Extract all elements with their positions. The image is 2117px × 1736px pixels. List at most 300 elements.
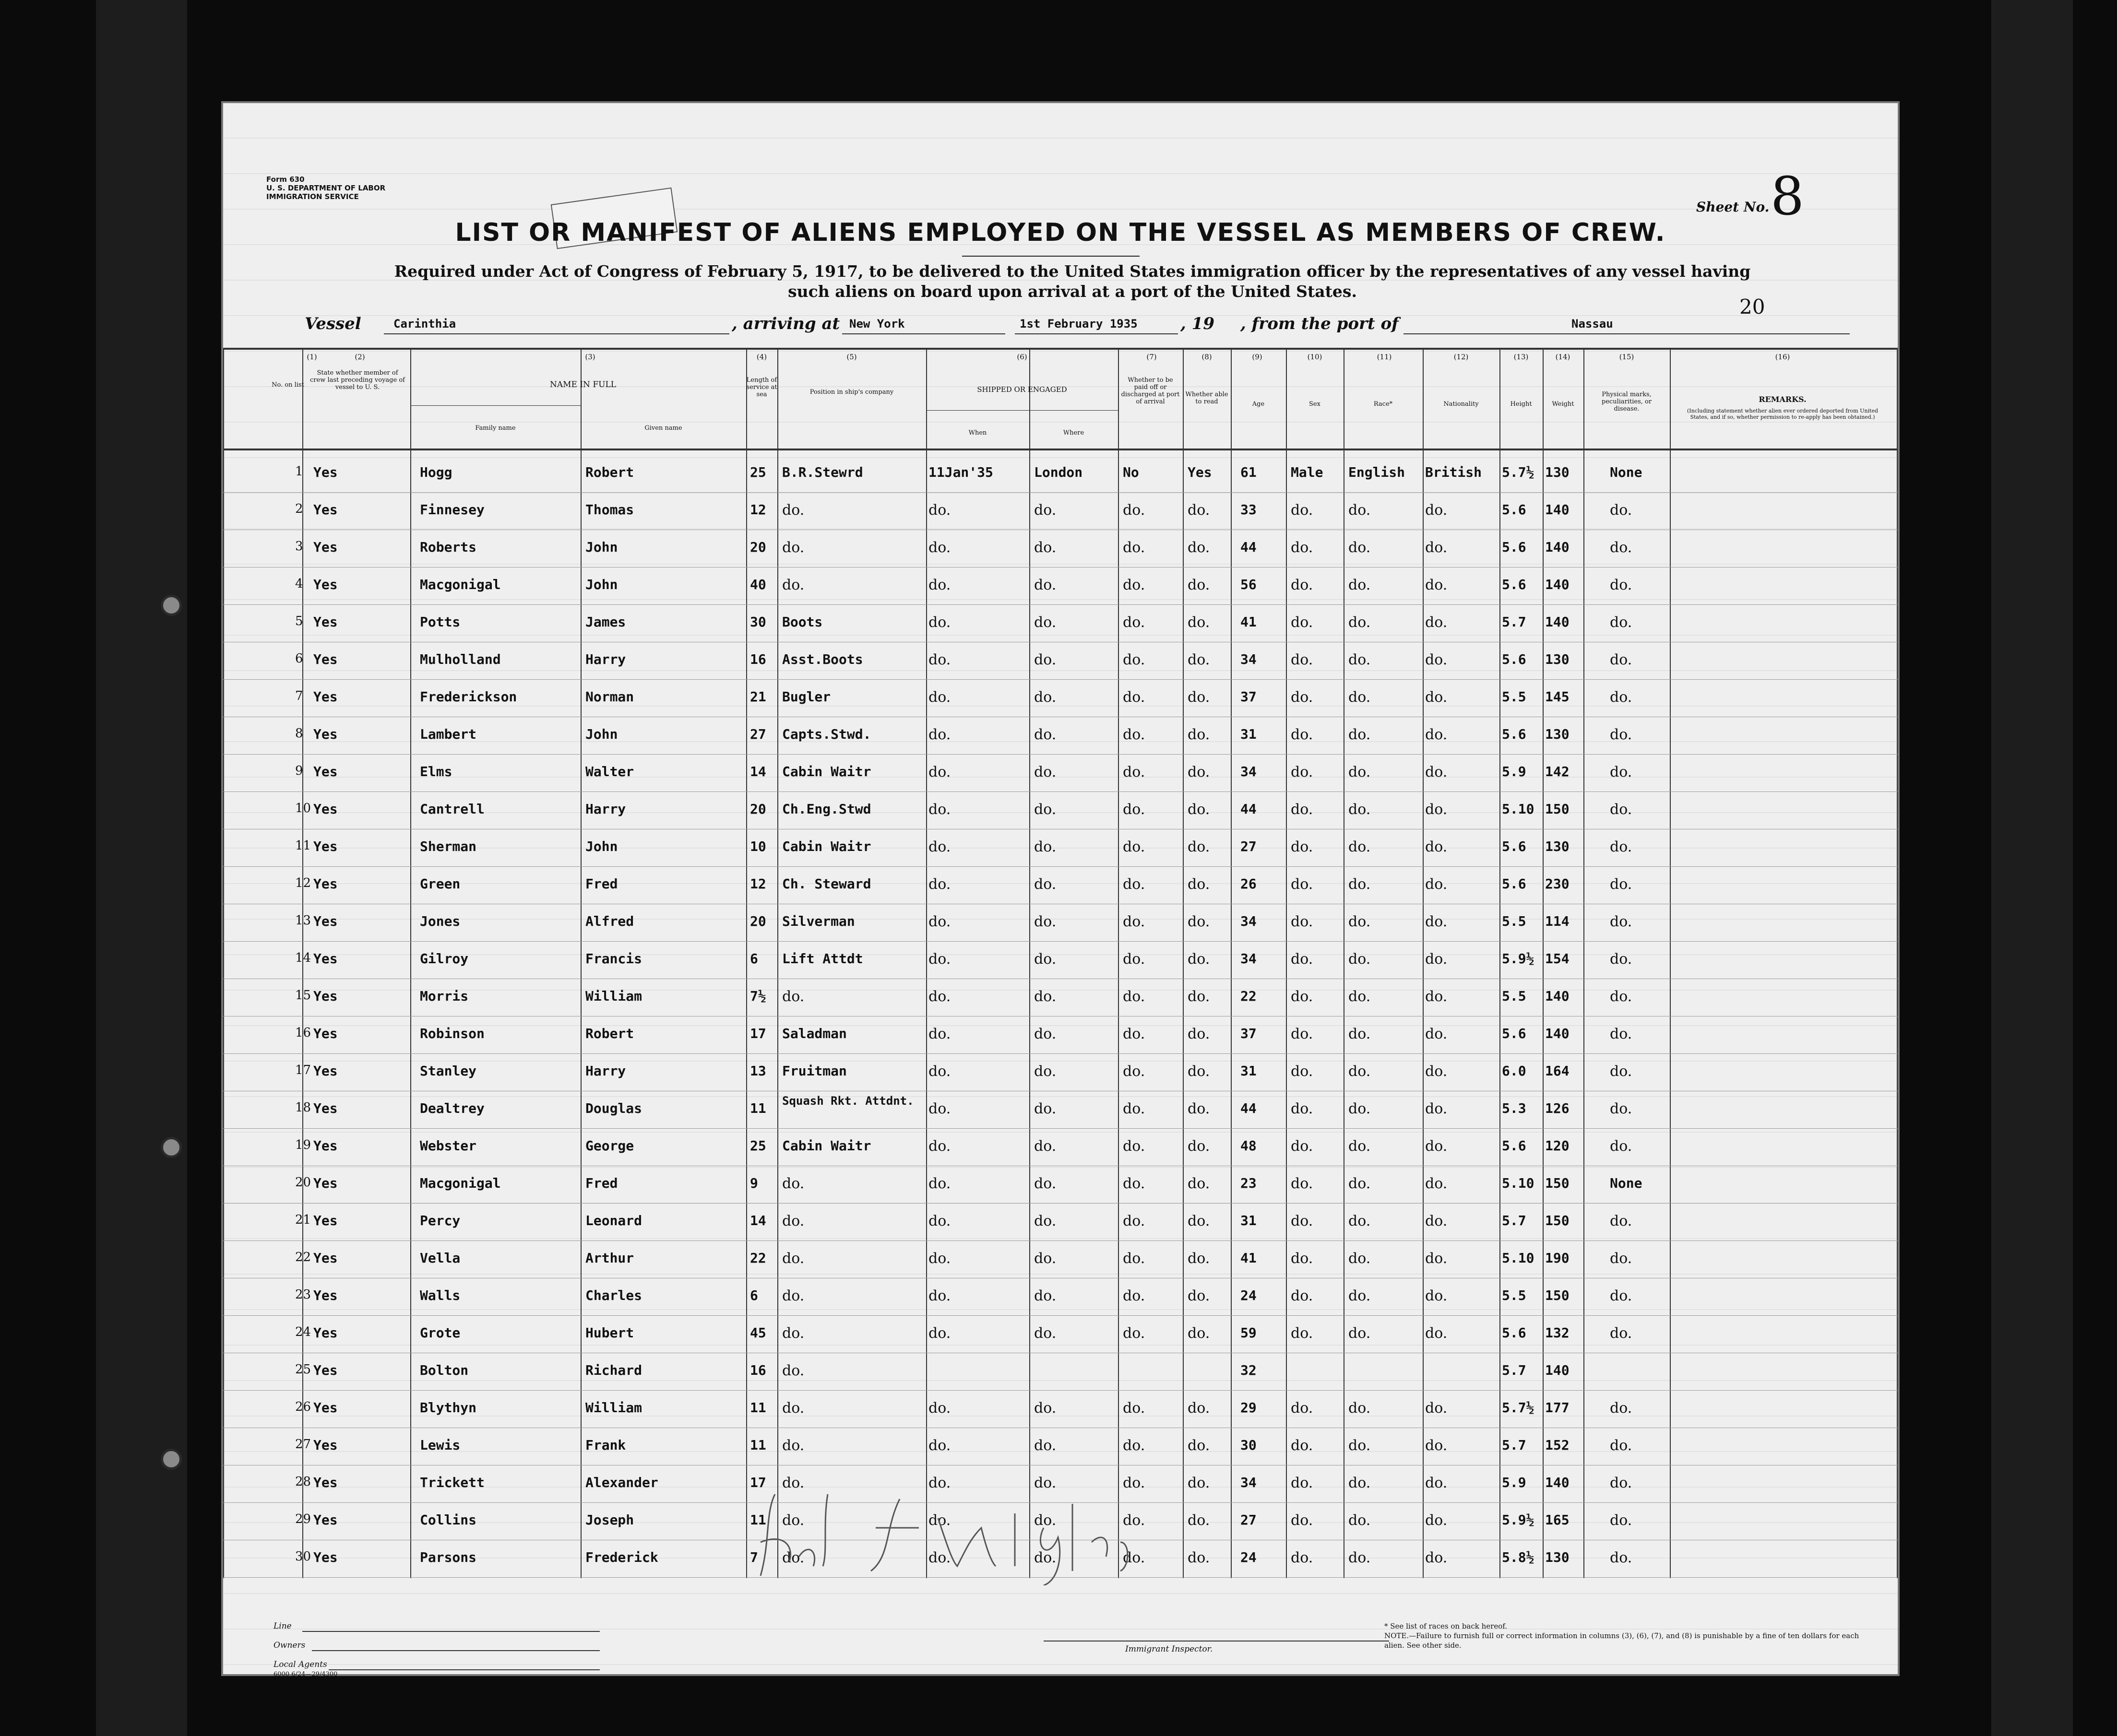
nationality-cell: do.: [1425, 1549, 1448, 1566]
nationality-cell: do.: [1425, 1138, 1448, 1155]
position-cell: do.: [782, 502, 805, 519]
shipped-when-cell: do.: [928, 651, 951, 668]
paid-off-cell: do.: [1123, 838, 1145, 855]
position-cell: do.: [782, 1549, 805, 1566]
sex-cell: do.: [1291, 1475, 1313, 1491]
paid-off-cell: do.: [1123, 1400, 1145, 1417]
race-cell: do.: [1348, 764, 1371, 780]
physical-marks-cell: do.: [1610, 951, 1632, 968]
department: U. S. DEPARTMENT OF LABOR: [266, 184, 386, 192]
age-cell: 41: [1240, 1250, 1257, 1266]
service-length-cell: 11: [750, 1437, 766, 1453]
age-cell: 44: [1240, 539, 1257, 555]
paid-off-cell: do.: [1123, 876, 1145, 893]
family-name-cell: Collins: [420, 1512, 477, 1528]
col-num-7: (7): [1146, 353, 1157, 361]
weight-cell: 142: [1545, 764, 1570, 779]
family-name-cell: Robinson: [420, 1026, 485, 1041]
row-number-cell: 14: [295, 951, 311, 965]
paid-off-cell: do.: [1123, 651, 1145, 668]
weight-cell: 150: [1545, 1175, 1570, 1191]
height-cell: 5.9½: [1502, 951, 1534, 967]
previous-voyage-cell: Yes: [313, 764, 338, 779]
height-cell: 5.5: [1502, 913, 1526, 929]
able-to-read-cell: do.: [1188, 1400, 1210, 1417]
from-port-label: , from the port of: [1240, 314, 1399, 333]
given-name-cell: Harry: [585, 801, 626, 817]
sheet-number: 8: [1771, 165, 1804, 227]
shipped-where-cell: do.: [1034, 988, 1057, 1005]
sex-cell: do.: [1291, 876, 1313, 893]
height-cell: 5.6: [1502, 1138, 1526, 1154]
family-name-cell: Blythyn: [420, 1400, 477, 1416]
physical-marks-cell: do.: [1610, 801, 1632, 818]
sex-cell: do.: [1291, 951, 1313, 968]
previous-voyage-cell: Yes: [313, 1175, 338, 1191]
height-cell: 5.6: [1502, 502, 1526, 518]
paid-off-cell: do.: [1123, 1026, 1145, 1042]
able-to-read-cell: do.: [1188, 764, 1210, 780]
col-num-9: (9): [1252, 353, 1262, 361]
weight-cell: 130: [1545, 1549, 1570, 1565]
family-name-cell: Lambert: [420, 726, 477, 742]
age-cell: 23: [1240, 1175, 1257, 1191]
family-name-cell: Vella: [420, 1250, 461, 1266]
able-to-read-cell: do.: [1188, 726, 1210, 743]
previous-voyage-cell: Yes: [313, 988, 338, 1004]
nationality-cell: do.: [1425, 577, 1448, 593]
sex-cell: do.: [1291, 1512, 1313, 1529]
race-cell: do.: [1348, 1325, 1371, 1342]
family-name-cell: Grote: [420, 1325, 461, 1341]
weight-cell: 150: [1545, 801, 1570, 817]
shipped-where-cell: do.: [1034, 1287, 1057, 1304]
col-header-name: NAME IN FULL: [549, 380, 617, 390]
physical-marks-cell: do.: [1610, 726, 1632, 743]
given-name-cell: Harry: [585, 1063, 626, 1079]
given-name-cell: Francis: [585, 951, 642, 967]
family-name-cell: Jones: [420, 913, 461, 929]
sex-cell: Male: [1291, 464, 1323, 480]
year-label: , 19: [1180, 314, 1214, 333]
row-number-cell: 27: [295, 1437, 311, 1452]
given-name-cell: Norman: [585, 689, 634, 705]
row-number-cell: 18: [295, 1100, 311, 1115]
col-header-shipped: SHIPPED OR ENGAGED: [977, 385, 1067, 394]
able-to-read-cell: do.: [1188, 1512, 1210, 1529]
previous-voyage-cell: Yes: [313, 1250, 338, 1266]
table-row: [223, 980, 1898, 1016]
able-to-read-cell: do.: [1188, 689, 1210, 706]
shipped-when-cell: do.: [928, 1287, 951, 1304]
age-cell: 33: [1240, 502, 1257, 518]
shipped-where-cell: do.: [1034, 838, 1057, 855]
physical-marks-cell: do.: [1610, 502, 1632, 519]
nationality-cell: do.: [1425, 614, 1448, 631]
table-row: [223, 1017, 1898, 1054]
family-name-cell: Macgonigal: [420, 1175, 501, 1191]
row-number-cell: 23: [295, 1287, 311, 1302]
shipped-where-cell: do.: [1034, 913, 1057, 930]
position-cell: Cabin Waitr: [782, 838, 871, 854]
shipped-when-cell: do.: [928, 1026, 951, 1042]
age-cell: 41: [1240, 614, 1257, 630]
nationality-cell: do.: [1425, 1437, 1448, 1454]
shipped-where-cell: do.: [1034, 1138, 1057, 1155]
given-name-cell: Frederick: [585, 1549, 658, 1565]
shipped-when-cell: do.: [928, 1063, 951, 1080]
row-number-cell: 10: [295, 801, 311, 815]
title-rule: [962, 256, 1140, 257]
position-cell: Capts.Stwd.: [782, 726, 871, 742]
given-name-cell: Harry: [585, 651, 626, 667]
physical-marks-cell: do.: [1610, 1512, 1632, 1529]
table-row: [223, 605, 1898, 642]
given-name-cell: Fred: [585, 876, 618, 892]
race-cell: do.: [1348, 502, 1371, 519]
nationality-cell: do.: [1425, 1213, 1448, 1229]
sex-cell: do.: [1291, 1549, 1313, 1566]
weight-cell: 230: [1545, 876, 1570, 892]
sex-cell: do.: [1291, 1287, 1313, 1304]
weight-cell: 120: [1545, 1138, 1570, 1154]
paid-off-cell: do.: [1123, 764, 1145, 780]
sex-cell: do.: [1291, 539, 1313, 556]
previous-voyage-cell: Yes: [313, 838, 338, 854]
row-number-cell: 30: [295, 1549, 311, 1564]
shipped-where-cell: do.: [1034, 1325, 1057, 1342]
row-number-cell: 28: [295, 1475, 311, 1489]
col-num-13: (13): [1513, 353, 1529, 361]
col-header-height: Height: [1510, 401, 1532, 408]
line-label: Line: [274, 1621, 292, 1631]
weight-cell: 165: [1545, 1512, 1570, 1528]
shipped-when-cell: do.: [928, 838, 951, 855]
nationality-cell: do.: [1425, 1287, 1448, 1304]
weight-cell: 150: [1545, 1213, 1570, 1228]
sex-cell: do.: [1291, 988, 1313, 1005]
able-to-read-cell: do.: [1188, 913, 1210, 930]
height-cell: 5.5: [1502, 689, 1526, 705]
weight-cell: 145: [1545, 689, 1570, 705]
family-name-cell: Lewis: [420, 1437, 461, 1453]
nationality-cell: do.: [1425, 539, 1448, 556]
sex-cell: do.: [1291, 1250, 1313, 1267]
able-to-read-cell: do.: [1188, 614, 1210, 631]
age-cell: 31: [1240, 1213, 1257, 1228]
able-to-read-cell: do.: [1188, 1250, 1210, 1267]
binder-right: [1991, 0, 2073, 1736]
position-cell: Asst.Boots: [782, 651, 863, 667]
race-cell: do.: [1348, 1549, 1371, 1566]
race-cell: do.: [1348, 1175, 1371, 1192]
shipped-when-cell: do.: [928, 876, 951, 893]
sex-cell: do.: [1291, 1138, 1313, 1155]
position-cell: B.R.Stewrd: [782, 464, 863, 480]
col-header-sex: Sex: [1309, 401, 1320, 408]
table-row: [223, 905, 1898, 942]
col-num-2: (2): [355, 353, 365, 361]
table-row: [223, 643, 1898, 680]
shipped-when-cell: do.: [928, 764, 951, 780]
previous-voyage-cell: Yes: [313, 1475, 338, 1490]
age-cell: 34: [1240, 651, 1257, 667]
given-name-cell: Robert: [585, 1026, 634, 1041]
table-row: [223, 755, 1898, 792]
weight-cell: 140: [1545, 577, 1570, 592]
physical-marks-cell: do.: [1610, 689, 1632, 706]
previous-voyage-cell: Yes: [313, 913, 338, 929]
age-cell: 61: [1240, 464, 1257, 480]
sex-cell: do.: [1291, 1325, 1313, 1342]
race-cell: do.: [1348, 1437, 1371, 1454]
service-length-cell: 25: [750, 464, 766, 480]
previous-voyage-cell: Yes: [313, 502, 338, 518]
position-cell: do.: [782, 1512, 805, 1529]
shipped-where-cell: do.: [1034, 1549, 1057, 1566]
service-length-cell: 30: [750, 614, 766, 630]
given-name-cell: Frank: [585, 1437, 626, 1453]
col-header-no: No. on list: [272, 381, 304, 389]
physical-marks-cell: do.: [1610, 1287, 1632, 1304]
paid-off-cell: do.: [1123, 577, 1145, 593]
col-header-nationality: Nationality: [1443, 401, 1479, 408]
col-header-age: Age: [1252, 401, 1265, 408]
able-to-read-cell: do.: [1188, 838, 1210, 855]
race-cell: do.: [1348, 577, 1371, 593]
service-length-cell: 6: [750, 951, 758, 967]
race-cell: do.: [1348, 1287, 1371, 1304]
given-name-cell: Charles: [585, 1287, 642, 1303]
previous-voyage-cell: Yes: [313, 726, 338, 742]
inspector-signature: [756, 1485, 1149, 1585]
shipped-when-cell: do.: [928, 1100, 951, 1117]
row-number-cell: 5: [295, 614, 303, 628]
row-number-cell: 22: [295, 1250, 311, 1264]
able-to-read-cell: do.: [1188, 876, 1210, 893]
table-row: [223, 1054, 1898, 1091]
previous-voyage-cell: Yes: [313, 1362, 338, 1378]
height-cell: 5.3: [1502, 1100, 1526, 1116]
service-length-cell: 27: [750, 726, 766, 742]
position-cell: Fruitman: [782, 1063, 847, 1079]
col-num-8: (8): [1201, 353, 1212, 361]
nationality-cell: do.: [1425, 1175, 1448, 1192]
physical-marks-cell: do.: [1610, 1325, 1632, 1342]
position-cell: Boots: [782, 614, 823, 630]
row-number-cell: 2: [295, 502, 303, 516]
row-number-cell: 6: [295, 651, 303, 666]
age-cell: 34: [1240, 764, 1257, 779]
previous-voyage-cell: Yes: [313, 614, 338, 630]
shipped-when-cell: do.: [928, 801, 951, 818]
able-to-read-cell: do.: [1188, 502, 1210, 519]
shipped-when-cell: do.: [928, 1138, 951, 1155]
sex-cell: do.: [1291, 1063, 1313, 1080]
physical-marks-cell: do.: [1610, 651, 1632, 668]
able-to-read-cell: do.: [1188, 1549, 1210, 1566]
table-row: [223, 867, 1898, 904]
race-cell: do.: [1348, 1400, 1371, 1417]
previous-voyage-cell: Yes: [313, 1549, 338, 1565]
physical-marks-cell: None: [1610, 464, 1642, 480]
physical-marks-cell: None: [1610, 1175, 1642, 1191]
col-num-4: (4): [756, 353, 767, 361]
physical-marks-cell: do.: [1610, 838, 1632, 855]
paid-off-cell: do.: [1123, 1287, 1145, 1304]
given-name-cell: James: [585, 614, 626, 630]
height-cell: 6.0: [1502, 1063, 1526, 1079]
race-cell: do.: [1348, 876, 1371, 893]
age-cell: 37: [1240, 689, 1257, 705]
shipped-where-cell: do.: [1034, 614, 1057, 631]
race-cell: do.: [1348, 913, 1371, 930]
table-row: [223, 493, 1898, 530]
service-length-cell: 20: [750, 539, 766, 555]
row-number-cell: 13: [295, 913, 311, 928]
weight-cell: 140: [1545, 1026, 1570, 1041]
nationality-cell: do.: [1425, 1063, 1448, 1080]
family-name-cell: Hogg: [420, 464, 452, 480]
table-row: [223, 942, 1898, 979]
given-name-cell: John: [585, 539, 618, 555]
nationality-cell: do.: [1425, 726, 1448, 743]
weight-cell: 177: [1545, 1400, 1570, 1416]
able-to-read-cell: do.: [1188, 1100, 1210, 1117]
table-row: [223, 1129, 1898, 1166]
form-identifier: [266, 175, 385, 201]
previous-voyage-cell: Yes: [313, 539, 338, 555]
col-num-5: (5): [846, 353, 857, 361]
service-length-cell: 25: [750, 1138, 766, 1154]
crew-table: [223, 348, 1898, 1578]
col-header-service: Length of service at sea: [746, 377, 777, 398]
age-cell: 34: [1240, 951, 1257, 967]
family-name-cell: Percy: [420, 1213, 461, 1228]
able-to-read-cell: do.: [1188, 1026, 1210, 1042]
height-cell: 5.6: [1502, 838, 1526, 854]
weight-cell: 140: [1545, 1475, 1570, 1490]
col-header-where: Where: [1063, 429, 1084, 437]
shipped-where-cell: do.: [1034, 1100, 1057, 1117]
service-length-cell: 6: [750, 1287, 758, 1303]
service-length-cell: 11: [750, 1512, 766, 1528]
paid-off-cell: do.: [1123, 988, 1145, 1005]
previous-voyage-cell: Yes: [313, 801, 338, 817]
height-cell: 5.5: [1502, 1287, 1526, 1303]
nationality-cell: do.: [1425, 1026, 1448, 1042]
previous-voyage-cell: Yes: [313, 689, 338, 705]
row-number-cell: 16: [295, 1026, 311, 1040]
arriving-port: New York: [849, 317, 905, 331]
position-cell: Saladman: [782, 1026, 847, 1041]
family-name-cell: Mulholland: [420, 651, 501, 667]
able-to-read-cell: do.: [1188, 1175, 1210, 1192]
row-number-cell: 26: [295, 1400, 311, 1414]
able-to-read-cell: do.: [1188, 1437, 1210, 1454]
height-cell: 5.6: [1502, 539, 1526, 555]
table-row: [223, 568, 1898, 605]
table-row: [223, 680, 1898, 717]
shipped-when-cell: do.: [928, 913, 951, 930]
shipped-where-cell: London: [1034, 464, 1083, 480]
shipped-where-cell: do.: [1034, 1437, 1057, 1454]
family-name-cell: Frederickson: [420, 689, 517, 705]
physical-marks-cell: do.: [1610, 1063, 1632, 1080]
given-name-cell: Walter: [585, 764, 634, 779]
paid-off-cell: do.: [1123, 1512, 1145, 1529]
footer-notes: [1384, 1621, 1864, 1650]
row-number-cell: 7: [295, 689, 303, 703]
nationality-cell: do.: [1425, 988, 1448, 1005]
service-length-cell: 14: [750, 1213, 766, 1228]
family-name-cell: Macgonigal: [420, 577, 501, 592]
height-cell: 5.6: [1502, 651, 1526, 667]
age-cell: 24: [1240, 1549, 1257, 1565]
position-cell: do.: [782, 1213, 805, 1229]
previous-voyage-cell: Yes: [313, 1138, 338, 1154]
height-cell: 5.9: [1502, 764, 1526, 779]
height-cell: 5.10: [1502, 801, 1534, 817]
family-name-cell: Walls: [420, 1287, 461, 1303]
height-cell: 5.7: [1502, 1362, 1526, 1378]
weight-cell: 154: [1545, 951, 1570, 967]
shipped-where-cell: do.: [1034, 801, 1057, 818]
age-cell: 22: [1240, 988, 1257, 1004]
height-cell: 5.7: [1502, 1213, 1526, 1228]
race-cell: do.: [1348, 951, 1371, 968]
form-number: Form 630: [266, 175, 305, 184]
age-cell: 24: [1240, 1287, 1257, 1303]
nationality-cell: do.: [1425, 1325, 1448, 1342]
service-length-cell: 16: [750, 651, 766, 667]
row-number-cell: 12: [295, 876, 311, 890]
margin-note: 20: [1739, 295, 1765, 319]
height-cell: 5.10: [1502, 1250, 1534, 1266]
sex-cell: do.: [1291, 1400, 1313, 1417]
age-cell: 34: [1240, 913, 1257, 929]
weight-cell: 130: [1545, 651, 1570, 667]
able-to-read-cell: do.: [1188, 1138, 1210, 1155]
weight-cell: 140: [1545, 988, 1570, 1004]
penalty-note: NOTE.—Failure to furnish full or correct information in columns (3), (6), (7), and (8) is punishable by a fine of ten dollars for each alien. See other side.: [1384, 1631, 1859, 1650]
shipped-where-cell: do.: [1034, 1175, 1057, 1192]
position-cell: do.: [782, 988, 805, 1005]
shipped-when-cell: do.: [928, 1175, 951, 1192]
height-cell: 5.7½: [1502, 1400, 1534, 1416]
weight-cell: 190: [1545, 1250, 1570, 1266]
position-cell: do.: [782, 1175, 805, 1192]
able-to-read-cell: do.: [1188, 988, 1210, 1005]
shipped-where-cell: do.: [1034, 1512, 1057, 1529]
row-number-cell: 9: [295, 764, 303, 778]
given-name-cell: Douglas: [585, 1100, 642, 1116]
height-cell: 5.10: [1502, 1175, 1534, 1191]
col-header-family: Family name: [475, 425, 516, 432]
age-cell: 31: [1240, 1063, 1257, 1079]
height-cell: 5.9: [1502, 1475, 1526, 1490]
family-name-cell: Dealtrey: [420, 1100, 485, 1116]
given-name-cell: Joseph: [585, 1512, 634, 1528]
physical-marks-cell: do.: [1610, 539, 1632, 556]
given-name-cell: Fred: [585, 1175, 618, 1191]
position-cell: Lift Attdt: [782, 951, 863, 967]
race-cell: do.: [1348, 838, 1371, 855]
family-name-cell: Potts: [420, 614, 461, 630]
sex-cell: do.: [1291, 577, 1313, 593]
vessel-label: Vessel: [305, 314, 361, 333]
position-cell: do.: [782, 1362, 805, 1379]
